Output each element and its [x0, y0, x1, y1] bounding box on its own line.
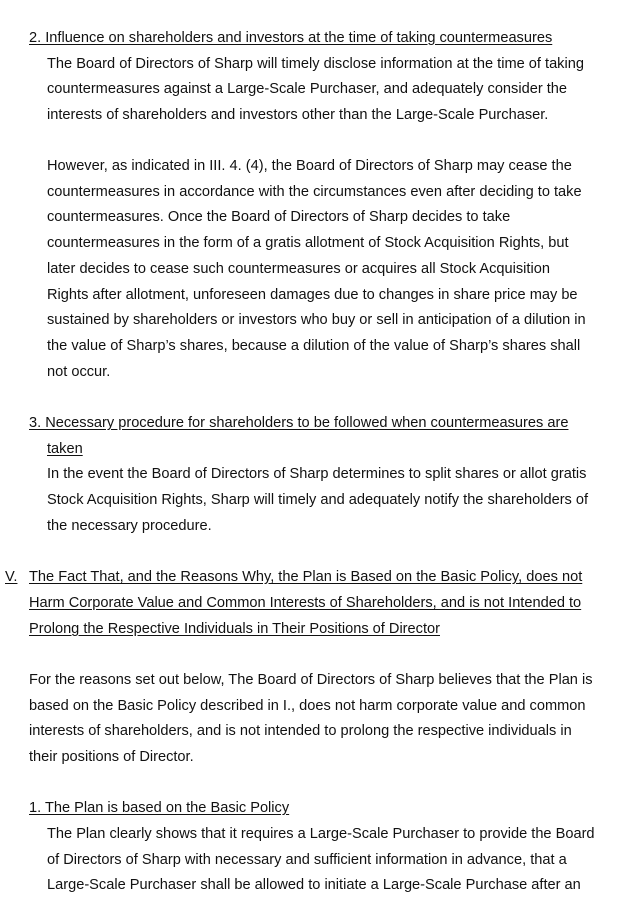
- section-3-p1-line: In the event the Board of Directors of Sharp determines to split shares or allot gratis: [47, 466, 587, 482]
- section-2-p1-line: The Board of Directors of Sharp will timely disclose information at the time of taking: [47, 56, 584, 72]
- section-2-p1-line: countermeasures against a Large-Scale Purchaser, and adequately consider the: [47, 81, 568, 97]
- section-v-number: V.: [5, 569, 18, 585]
- section-3-heading-cont: taken: [47, 441, 83, 457]
- section-v-heading: Prolong the Respective Individuals in Their Positions of Director: [29, 621, 440, 637]
- section-2-p2-line: Rights after allotment, unforeseen damages due to changes in share price may be: [47, 287, 578, 303]
- section-v-heading: Harm Corporate Value and Common Interests of Shareholders, and is not Intended to: [29, 595, 582, 611]
- section-v-p1-line: their positions of Director.: [29, 749, 194, 765]
- section-3-p1-line: Stock Acquisition Rights, Sharp will timely and adequately notify the shareholders of: [47, 492, 589, 508]
- section-2-p2-line: later decides to cease such countermeasures or acquires all Stock Acquisition: [47, 261, 550, 277]
- section-v1-p1-line: The Plan clearly shows that it requires a Large-Scale Purchaser to provide the Board: [47, 826, 595, 842]
- section-2-p2-line: countermeasures. Once the Board of Directors of Sharp decides to take: [47, 209, 511, 225]
- section-2-p2-line: the value of Sharp’s shares, because a dilution of the value of Sharp’s shares shall: [47, 338, 581, 354]
- section-2-p2-line: countermeasures in the form of a gratis allotment of Stock Acquisition Rights, but: [47, 235, 569, 251]
- section-2-p1-line: interests of shareholders and investors other than the Large-Scale Purchaser.: [47, 107, 549, 123]
- section-2-p2-line: countermeasures in accordance with the circumstances even after deciding to take: [47, 184, 582, 200]
- section-v1-heading: 1. The Plan is based on the Basic Policy: [29, 800, 290, 816]
- section-2-p2-line: However, as indicated in III. 4. (4), the Board of Directors of Sharp may cease the: [47, 158, 572, 174]
- section-2-p2-line: sustained by shareholders or investors who buy or sell in anticipation of a dilution in: [47, 312, 586, 328]
- section-3-heading: 3. Necessary procedure for shareholders to be followed when countermeasures are: [29, 415, 569, 431]
- section-v1-p1-line: of Directors of Sharp with necessary and sufficient information in advance, that a: [47, 852, 567, 868]
- section-v-p1-line: based on the Basic Policy described in I., does not harm corporate value and common: [29, 698, 586, 714]
- section-v-heading: The Fact That, and the Reasons Why, the Plan is Based on the Basic Policy, does not: [29, 569, 583, 585]
- section-v1-p1-line: Large-Scale Purchaser shall be allowed to initiate a Large-Scale Purchase after an: [47, 877, 581, 893]
- section-2-heading: 2. Influence on shareholders and investors at the time of taking countermeasures: [29, 30, 553, 46]
- section-v-p1-line: For the reasons set out below, The Board of Directors of Sharp believes that the Plan is: [29, 672, 593, 688]
- section-2-p2-line: not occur.: [47, 364, 111, 380]
- section-3-p1-line: the necessary procedure.: [47, 518, 212, 534]
- section-v-p1-line: interests of shareholders, and is not intended to prolong the respective individuals in: [29, 723, 572, 739]
